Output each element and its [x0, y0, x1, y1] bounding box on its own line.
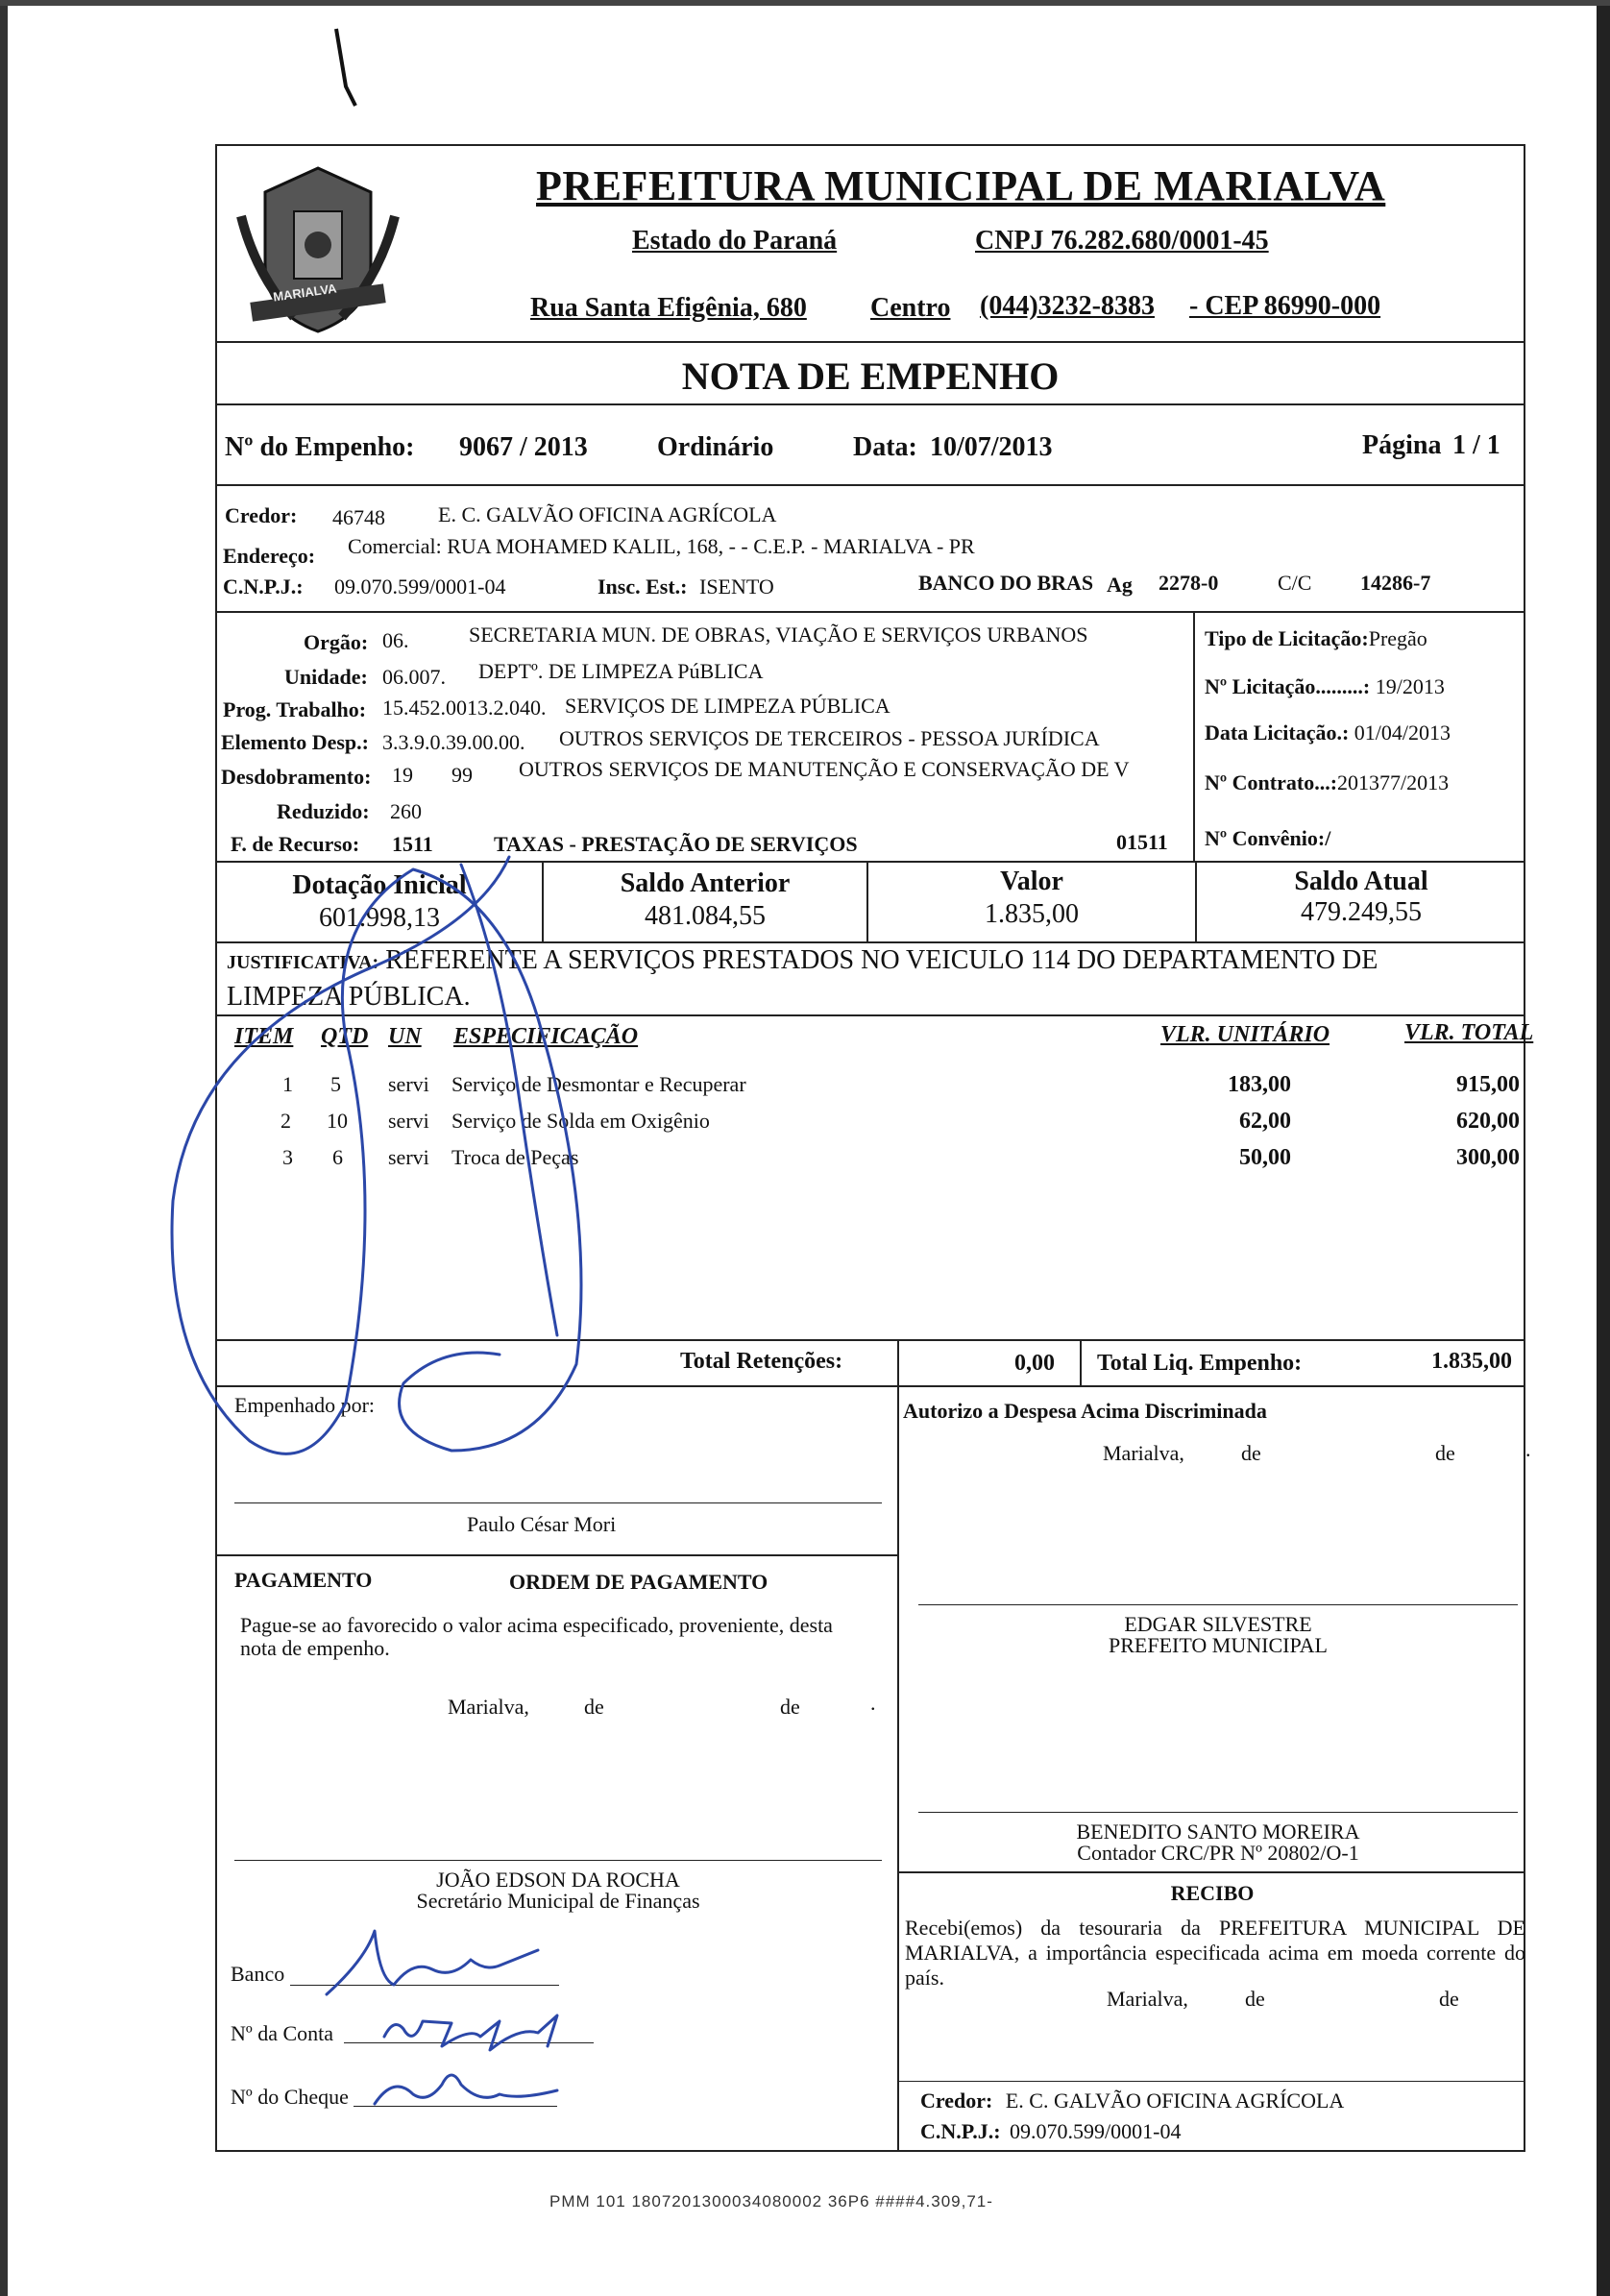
pagamento-de2: de	[780, 1695, 800, 1719]
recurso-code2: 01511	[1116, 830, 1168, 854]
recibo-credor-cnpj-label: C.N.P.J.:	[920, 2119, 1001, 2143]
orgao-desc: SECRETARIA MUN. DE OBRAS, VIAÇÃO E SERVIÇOS URBANOS	[469, 623, 1088, 647]
credor-cnpj: 09.070.599/0001-04	[334, 574, 506, 598]
ink-loop-inner	[461, 865, 557, 1335]
ink-loop-large	[172, 857, 581, 1453]
unidade-label: Unidade:	[284, 665, 368, 689]
recibo-de2: de	[1439, 1987, 1459, 2011]
recibo-text: Recebi(emos) da tesouraria da PREFEITURA MUNICIPAL DE MARIALVA, a importância especificada acima em moeda corrente do país.	[905, 1916, 1525, 1990]
orgao-label: Orgão:	[304, 630, 369, 654]
secretario-name: JOÃO EDSON DA ROCHA	[436, 1868, 680, 1892]
credor-address: Comercial: RUA MOHAMED KALIL, 168, - - C.E.P. - MARIALVA - PR	[348, 534, 975, 558]
tipo-licitacao-label-text: Tipo de Licitação:	[1205, 626, 1369, 650]
row-1-total: 915,00	[1456, 1072, 1520, 1097]
retencoes-label: Total Retenções:	[680, 1349, 843, 1374]
reduzido-value: 260	[390, 799, 422, 823]
prefeito-name: EDGAR SILVESTRE	[1124, 1612, 1312, 1636]
autorizo-de1: de	[1241, 1441, 1261, 1465]
tipo-licitacao-value: Pregão	[1368, 626, 1427, 650]
row-2-item: 2	[281, 1109, 291, 1133]
recibo-credor-cnpj-value: 09.070.599/0001-04	[1010, 2119, 1182, 2143]
credor-address-label: Endereço:	[223, 544, 316, 568]
credor-insc-label: Insc. Est.:	[598, 574, 688, 598]
col-total: VLR. TOTAL	[1404, 1020, 1534, 1045]
retencoes-value: 0,00	[1014, 1351, 1055, 1376]
desdobramento-label: Desdobramento:	[221, 765, 372, 789]
autorizo-label: Autorizo a Despesa Acima Discriminada	[903, 1399, 1267, 1423]
contador-title: Contador CRC/PR Nº 20802/O-1	[1077, 1841, 1359, 1865]
credor-name: E. C. GALVÃO OFICINA AGRÍCOLA	[438, 502, 777, 526]
reduzido-label: Reduzido:	[277, 799, 370, 823]
row-2-qtd: 10	[327, 1109, 348, 1133]
saldo-anterior-value: 481.084,55	[645, 901, 766, 931]
orgao-code: 06.	[382, 628, 409, 652]
prog-code: 15.452.0013.2.040.	[382, 696, 547, 720]
data-licitacao-value: 01/04/2013	[1354, 721, 1451, 745]
recurso-code: 1511	[392, 832, 433, 856]
row-2-un: servi	[388, 1109, 429, 1133]
saldo-atual-value: 479.249,55	[1301, 897, 1422, 927]
pagamento-city: Marialva,	[448, 1695, 529, 1719]
row-3-item: 3	[282, 1145, 293, 1169]
row-3-unit: 50,00	[1239, 1145, 1291, 1170]
col-qtd: QTD	[321, 1024, 369, 1049]
justificativa-text2: LIMPEZA PÚBLICA.	[227, 982, 471, 1012]
justificativa-text: REFERENTE A SERVIÇOS PRESTADOS NO VEICULO 114 DO DEPARTAMENTO DE	[385, 945, 1378, 975]
row-3-un: servi	[388, 1145, 429, 1169]
dotacao-value: 601.998,13	[319, 903, 440, 933]
row-1-spec: Serviço de Desmontar e Recuperar	[451, 1072, 746, 1096]
credor-cnpj-label: C.N.P.J.:	[223, 574, 304, 598]
empenhado-name: Paulo César Mori	[467, 1512, 617, 1536]
liq-label: Total Liq. Empenho:	[1097, 1351, 1303, 1376]
cheque-label: Nº do Cheque	[231, 2085, 349, 2109]
doc-title: NOTA DE EMPENHO	[681, 354, 1060, 398]
recibo-credor-label: Credor:	[920, 2088, 993, 2113]
num-licitacao-value: 19/2013	[1375, 674, 1445, 698]
prefeito-title: PREFEITO MUNICIPAL	[1109, 1633, 1328, 1657]
page-number: 1 / 1	[1452, 430, 1500, 460]
dotacao-label: Dotação Inicial	[292, 870, 467, 900]
ordem-pagamento-label: ORDEM DE PAGAMENTO	[509, 1570, 768, 1594]
recibo-city: Marialva,	[1107, 1987, 1188, 2011]
empenhado-label: Empenhado por:	[234, 1393, 376, 1417]
recibo-label: RECIBO	[1170, 1881, 1255, 1905]
elemento-desc: OUTROS SERVIÇOS DE TERCEIROS - PESSOA JURÍDICA	[559, 726, 1100, 750]
recibo-de1: de	[1245, 1987, 1265, 2011]
col-unit: VLR. UNITÁRIO	[1160, 1022, 1330, 1047]
pagamento-de1: de	[584, 1695, 604, 1719]
unidade-code: 06.007.	[382, 665, 446, 689]
header-cnpj: CNPJ 76.282.680/0001-45	[975, 226, 1269, 256]
saldo-anterior-label: Saldo Anterior	[620, 868, 791, 898]
recurso-label: F. de Recurso:	[231, 832, 360, 856]
valor-value: 1.835,00	[985, 899, 1079, 929]
row-2-total: 620,00	[1456, 1109, 1520, 1134]
convenio-label: Nº Convênio:/	[1205, 826, 1331, 850]
contrato-value: 201377/2013	[1337, 770, 1450, 794]
header-phone: (044)3232-8383	[980, 291, 1155, 321]
prog-desc: SERVIÇOS DE LIMPEZA PÚBLICA	[565, 694, 890, 718]
valor-label: Valor	[1000, 867, 1063, 896]
row-1-unit: 183,00	[1228, 1072, 1291, 1097]
desdobramento-code1: 19	[392, 763, 413, 787]
credor-cc: 14286-7	[1360, 571, 1431, 595]
ink-scratch-top	[336, 29, 355, 106]
credor-bank: BANCO DO BRAS	[918, 571, 1094, 595]
header-state: Estado do Paraná	[632, 226, 838, 256]
recibo-credor-name: E. C. GALVÃO OFICINA AGRÍCOLA	[1005, 2088, 1345, 2113]
credor-insc: ISENTO	[699, 574, 774, 598]
elemento-code: 3.3.9.0.39.00.00.	[382, 730, 525, 754]
autorizo-city: Marialva,	[1103, 1441, 1184, 1465]
row-1-un: servi	[388, 1072, 429, 1096]
ink-banco-signature	[327, 1931, 538, 1994]
autorizo-dot: .	[1525, 1437, 1531, 1461]
row-2-spec: Serviço de Solda em Oxigênio	[451, 1109, 710, 1133]
empenho-date: 10/07/2013	[930, 432, 1053, 462]
contrato-label: Nº Contrato...:	[1205, 770, 1338, 794]
credor-label: Credor:	[225, 503, 298, 527]
empenho-type: Ordinário	[657, 432, 774, 462]
page-label: Página	[1362, 430, 1442, 460]
desdobramento-desc: OUTROS SERVIÇOS DE MANUTENÇÃO E CONSERVAÇÃO DE V	[519, 757, 1130, 781]
empenho-date-label: Data:	[853, 432, 917, 462]
pagamento-text: Pague-se ao favorecido o valor acima especificado, proveniente, desta nota de empenho.	[240, 1613, 833, 1660]
recurso-desc: TAXAS - PRESTAÇÃO DE SERVIÇOS	[494, 832, 858, 856]
row-3-total: 300,00	[1456, 1145, 1520, 1170]
credor-ag-label: Ag	[1107, 573, 1133, 597]
credor-cc-label: C/C	[1278, 571, 1312, 595]
row-1-item: 1	[282, 1072, 293, 1096]
banco-label: Banco	[231, 1962, 285, 1986]
saldo-atual-label: Saldo Atual	[1294, 867, 1428, 896]
unidade-desc: DEPTº. DE LIMPEZA PúBLICA	[478, 659, 764, 683]
header-district: Centro	[870, 293, 951, 323]
num-licitacao-label: Nº Licitação.........:	[1205, 674, 1371, 698]
ink-conta-number	[384, 2015, 557, 2050]
empenho-number-label: Nº do Empenho:	[225, 432, 415, 462]
col-item: ITEM	[234, 1024, 294, 1049]
credor-ag: 2278-0	[1159, 571, 1219, 595]
conta-label: Nº da Conta	[231, 2021, 334, 2045]
col-spec: ESPECIFICAÇÃO	[453, 1024, 639, 1049]
header-address: Rua Santa Efigênia, 680	[530, 293, 807, 323]
desdobramento-code2: 99	[451, 763, 473, 787]
liq-value: 1.835,00	[1431, 1349, 1512, 1374]
prog-label: Prog. Trabalho:	[223, 697, 367, 721]
autorizo-de2: de	[1435, 1441, 1455, 1465]
justificativa-label: JUSTIFICATIVA:	[227, 952, 379, 973]
pagamento-label: PAGAMENTO	[234, 1568, 373, 1592]
col-un: UN	[388, 1024, 422, 1049]
contador-name: BENEDITO SANTO MOREIRA	[1076, 1820, 1360, 1844]
credor-code: 46748	[332, 505, 385, 529]
pagamento-dot: .	[870, 1691, 876, 1715]
header-cep: - CEP 86990-000	[1189, 291, 1381, 321]
empenho-number: 9067 / 2013	[459, 432, 588, 462]
row-3-qtd: 6	[332, 1145, 343, 1169]
ink-cheque-signature	[375, 2075, 557, 2104]
row-1-qtd: 5	[330, 1072, 341, 1096]
page-title: PREFEITURA MUNICIPAL DE MARIALVA	[536, 162, 1386, 209]
coat-of-arms-text: MARIALVA	[272, 281, 338, 305]
footer-code: PMM 101 1807201300034080002 36P6 ####4.309,71-	[549, 2192, 993, 2211]
row-3-spec: Troca de Peças	[451, 1145, 579, 1169]
secretario-title: Secretário Municipal de Finanças	[416, 1889, 700, 1913]
data-licitacao-label: Data Licitação.:	[1205, 721, 1350, 745]
row-2-unit: 62,00	[1239, 1109, 1291, 1134]
elemento-label: Elemento Desp.:	[221, 730, 369, 754]
